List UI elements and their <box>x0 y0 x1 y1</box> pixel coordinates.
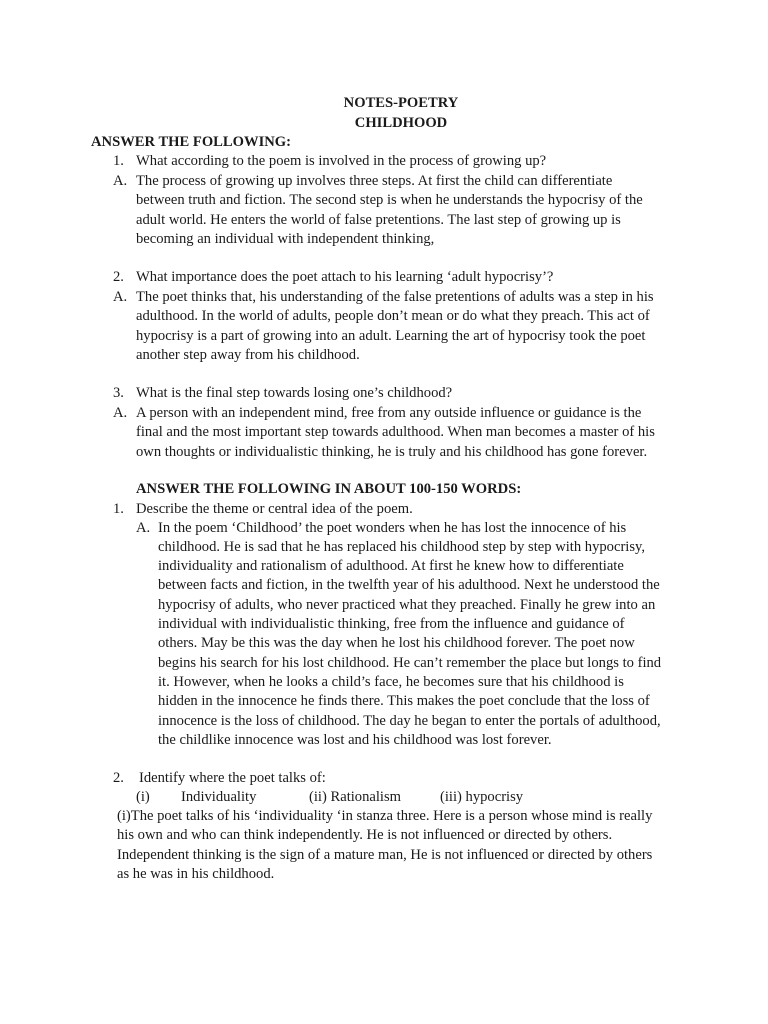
s2-q1-text: Describe the theme or central idea of the poem. <box>136 501 413 517</box>
s2-a1-line: individuality and rationalism of adulthood. At first he knew how to differentiate <box>158 558 624 574</box>
s2-a2-line: (i)The poet talks of his ‘individuality ‘in stanza three. Here is a person whose mind is really <box>117 808 653 824</box>
a2-label: A. <box>113 289 128 305</box>
q1-text: What according to the poem is involved in the process of growing up? <box>136 153 547 169</box>
a1-line: The process of growing up involves three steps. At first the child can differentiate <box>136 173 613 189</box>
option-ii: (ii) Rationalism <box>309 789 402 805</box>
s2-a1-line: hidden in the innocence he finds there. This makes the poet conclude that the loss of <box>158 693 650 709</box>
a3-line: final and the most important step towards adulthood. When man becomes a master of his <box>136 424 655 440</box>
a2-line: The poet thinks that, his understanding of the false pretentions of adults was a step in his <box>136 289 654 305</box>
s2-a1-line: In the poem ‘Childhood’ the poet wonders when he has lost the innocence of his <box>158 520 627 536</box>
s2-a1-line: begins his search for his lost childhood. He can’t remember the place but longs to find <box>158 655 662 671</box>
section1-heading: ANSWER THE FOLLOWING: <box>91 134 292 150</box>
s2-a1-label: A. <box>136 520 151 536</box>
q2-text: What importance does the poet attach to his learning ‘adult hypocrisy’? <box>136 269 554 285</box>
s2-a2-line: Independent thinking is the sign of a mature man, He is not influenced or directed by others <box>117 847 653 863</box>
a1-line: between truth and fiction. The second step is when he understands the hypocrisy of the <box>136 192 643 208</box>
s2-q1-number: 1. <box>113 501 124 517</box>
page-title: NOTES-POETRY <box>343 95 459 111</box>
page-subtitle: CHILDHOOD <box>354 115 448 131</box>
s2-q2-number: 2. <box>113 770 124 786</box>
a2-line: adulthood. In the world of adults, people don’t mean or do what they preach. This act of <box>136 308 650 324</box>
a1-line: becoming an individual with independent thinking, <box>136 231 435 247</box>
option-i-number: (i) <box>136 789 150 805</box>
s2-a1-line: it. However, when he looks a child’s face, he becomes sure that his childhood is <box>158 674 624 690</box>
s2-a2-line: his own and who can think independently. He is not influenced or directed by others. <box>117 827 613 843</box>
section2-heading: ANSWER THE FOLLOWING IN ABOUT 100-150 WORDS: <box>136 481 522 497</box>
a2-line: another step away from his childhood. <box>136 347 360 363</box>
q3-text: What is the final step towards losing one’s childhood? <box>136 385 453 401</box>
s2-a1-line: individual with individualistic thinking, free from the influence and guidance of <box>158 616 625 632</box>
a1-label: A. <box>113 173 128 189</box>
a2-line: hypocrisy is a part of growing into an adult. Learning the art of hypocrisy took the poet <box>136 328 646 344</box>
q1-number: 1. <box>113 153 124 169</box>
a3-label: A. <box>113 405 128 421</box>
option-iii: (iii) hypocrisy <box>440 789 524 805</box>
s2-a1-line: others. May be this was the day when he lost his childhood forever. The poet now <box>158 635 635 651</box>
s2-a1-line: the childlike innocence was lost and his childhood was lost forever. <box>158 732 552 748</box>
q2-number: 2. <box>113 269 124 285</box>
s2-a1-line: between facts and fiction, in the twelfth year of his adulthood. Next he understood the <box>158 577 660 593</box>
s2-a2-line: as he was in his childhood. <box>117 866 275 882</box>
s2-a1-line: hypocrisy of adults, who never practiced what they preached. Finally he grew into an <box>158 597 656 613</box>
a3-line: A person with an independent mind, free from any outside influence or guidance is the <box>136 405 642 421</box>
a1-line: adult world. He enters the world of false pretentions. The last step of growing up is <box>136 212 621 228</box>
a3-line: own thoughts or individualistic thinking, he is truly and his childhood has gone forever. <box>136 444 648 460</box>
s2-a1-line: childhood. He is sad that he has replaced his childhood step by step with hypocrisy, <box>158 539 646 555</box>
s2-q2-text: Identify where the poet talks of: <box>139 770 326 786</box>
q3-number: 3. <box>113 385 124 401</box>
s2-a1-line: innocence is the loss of childhood. The day he began to enter the portals of adulthood, <box>158 713 661 729</box>
option-i-text: Individuality <box>181 789 257 805</box>
